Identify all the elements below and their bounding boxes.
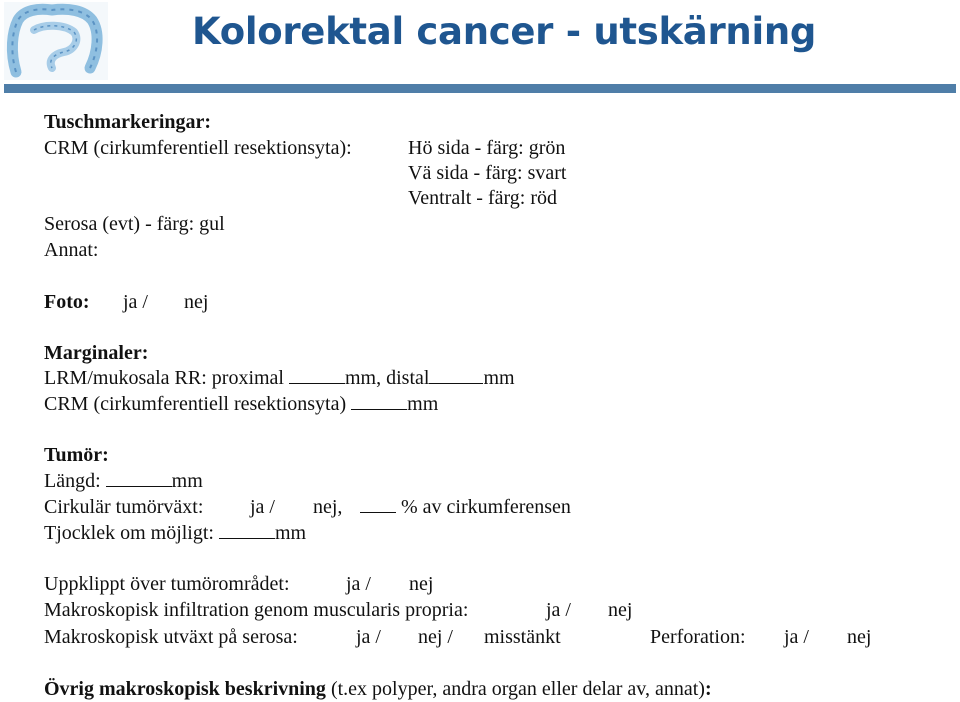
serosa-yes[interactable]: ja /	[356, 626, 381, 648]
circ-suffix: % av cirkumferensen	[396, 496, 571, 518]
serosa-no[interactable]: nej /	[418, 626, 453, 648]
tusch-other: Annat:	[44, 239, 99, 261]
circ-percent-line	[360, 495, 571, 519]
tusch-crm-label: CRM (cirkumferentiell resektionsyta):	[44, 137, 352, 159]
tusch-left-side: Vä sida - färg: svart	[408, 162, 567, 184]
crm-suffix: mm	[407, 393, 439, 415]
page-title: Kolorektal cancer - utskärning	[192, 10, 817, 53]
other-desc-label: Övrig makroskopisk beskrivning	[44, 678, 326, 700]
crm-line	[44, 392, 438, 416]
thickness-line	[44, 521, 306, 545]
foto-label: Foto:	[44, 291, 90, 313]
infiltration-label: Makroskopisk infiltration genom muscularis propria:	[44, 599, 469, 621]
lrm-mid: mm, distal	[345, 367, 430, 389]
tusch-serosa: Serosa (evt) - färg: gul	[44, 213, 225, 235]
crm-prefix: CRM (cirkumferentiell resektionsyta)	[44, 393, 352, 415]
serosa-suspect[interactable]: misstänkt	[484, 626, 561, 648]
other-desc-hint: (t.ex polyper, andra organ eller delar av, annat)	[325, 678, 705, 700]
margins-heading: Marginaler:	[44, 342, 149, 364]
thickness-blank[interactable]	[219, 521, 275, 539]
lrm-prefix: LRM/mukosala RR: proximal	[44, 367, 289, 389]
opened-label: Uppklippt över tumörområdet:	[44, 573, 290, 595]
other-description	[44, 677, 712, 701]
infiltration-no[interactable]: nej	[608, 599, 633, 621]
circ-yes[interactable]: ja /	[250, 496, 275, 518]
circ-label: Cirkulär tumörväxt:	[44, 496, 204, 518]
tusch-heading: Tuschmarkeringar:	[44, 111, 212, 133]
circ-no[interactable]: nej,	[313, 496, 343, 518]
other-desc-colon: :	[704, 678, 712, 700]
tusch-right-side: Hö sida - färg: grön	[408, 137, 566, 159]
opened-no[interactable]: nej	[409, 573, 434, 595]
opened-yes[interactable]: ja /	[346, 573, 371, 595]
crm-blank[interactable]	[351, 392, 407, 410]
percent-blank[interactable]	[360, 495, 396, 513]
tumor-heading: Tumör:	[44, 444, 109, 466]
foto-yes[interactable]: ja /	[123, 291, 148, 313]
proximal-blank[interactable]	[289, 366, 345, 384]
serosa-growth-label: Makroskopisk utväxt på serosa:	[44, 626, 298, 648]
infiltration-yes[interactable]: ja /	[546, 599, 571, 621]
thickness-prefix: Tjocklek om möjligt:	[44, 522, 219, 544]
header-rule	[4, 84, 956, 93]
length-line	[44, 469, 203, 493]
foto-no[interactable]: nej	[184, 291, 209, 313]
lrm-line	[44, 366, 515, 390]
length-suffix: mm	[171, 470, 203, 492]
perforation-label: Perforation:	[650, 626, 746, 648]
distal-blank[interactable]	[429, 366, 483, 384]
tusch-ventral: Ventralt - färg: röd	[408, 187, 558, 209]
perforation-yes[interactable]: ja /	[784, 626, 809, 648]
perforation-no[interactable]: nej	[847, 626, 872, 648]
thickness-suffix: mm	[274, 522, 307, 544]
lrm-suffix: mm	[483, 367, 515, 389]
colon-anatomy-icon	[4, 2, 108, 80]
length-prefix: Längd:	[44, 470, 106, 492]
length-blank[interactable]	[106, 469, 172, 487]
